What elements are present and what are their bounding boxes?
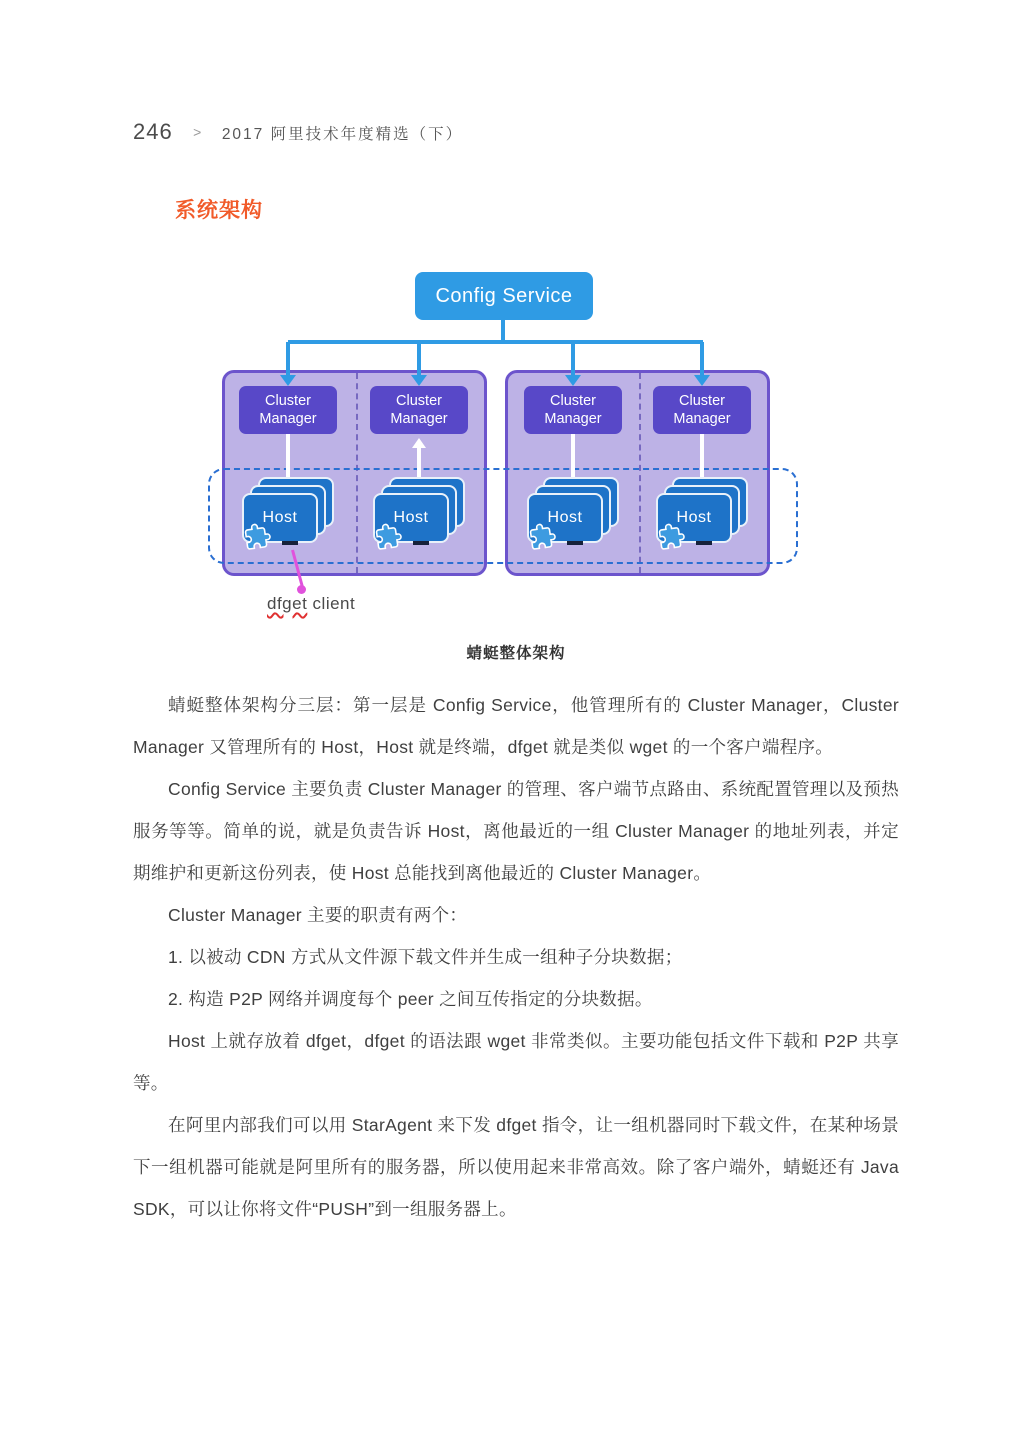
config-service-label: Config Service xyxy=(435,284,573,307)
host-stack xyxy=(527,477,619,547)
puzzle-icon xyxy=(656,521,686,551)
article-body xyxy=(133,684,899,1230)
config-service-box xyxy=(415,272,593,320)
host-stand xyxy=(696,541,712,545)
dfget-client-label xyxy=(267,594,355,614)
section-heading: 系统架构 xyxy=(175,199,263,222)
dfget-pointer-dot xyxy=(297,585,306,594)
host-stand xyxy=(413,541,429,545)
paragraph: Cluster Manager 主要的职责有两个： xyxy=(168,905,468,925)
paragraph: 2. 构造 P2P 网络并调度每个 peer 之间互传指定的分块数据。 xyxy=(168,989,653,1009)
figure-caption: 蜻蜓整体架构 xyxy=(466,645,566,662)
cluster-manager-box xyxy=(524,386,622,434)
header-separator: > xyxy=(193,124,202,140)
page-header xyxy=(133,119,463,145)
cluster-manager-label: Cluster Manager xyxy=(259,392,317,427)
architecture-diagram xyxy=(205,268,800,620)
host-stack xyxy=(242,477,334,547)
host-label: Host xyxy=(262,509,298,526)
cluster-manager-box xyxy=(239,386,337,434)
puzzle-icon xyxy=(527,521,557,551)
host-label: Host xyxy=(547,509,583,526)
dfget-word: dfget xyxy=(267,594,308,613)
paragraph: 蜻蜓整体架构分三层：第一层是 Config Service，他管理所有的 Cluster Manager，Cluster Manager 又管理所有的 Host，Host 就是终端，dfget 就是类似 wget 的一个客户端程序。 xyxy=(133,695,899,757)
cluster-manager-box xyxy=(653,386,751,434)
host-stack xyxy=(373,477,465,547)
cluster-manager-box xyxy=(370,386,468,434)
host-stack xyxy=(656,477,748,547)
connector-arrow-down-icon xyxy=(700,342,704,376)
connector-horizontal-line xyxy=(288,340,703,344)
host-label: Host xyxy=(676,509,712,526)
cm-to-host-arrow-down-icon xyxy=(700,434,704,480)
connector-arrow-down-icon xyxy=(286,342,290,376)
host-stand xyxy=(282,541,298,545)
cm-to-host-arrow-down-icon xyxy=(571,434,575,480)
paragraph: 1. 以被动 CDN 方式从文件源下载文件并生成一组种子分块数据； xyxy=(168,947,683,967)
book-title: 2017 阿里技术年度精选（下） xyxy=(221,126,464,143)
paragraph: Host 上就存放着 dfget，dfget 的语法跟 wget 非常类似。主要功能包括文件下载和 P2P 共享等。 xyxy=(133,1031,899,1093)
page-number: 246 xyxy=(133,119,173,144)
cluster-manager-label: Cluster Manager xyxy=(390,392,448,427)
cm-to-host-arrow-down-icon xyxy=(286,434,290,480)
cluster-manager-label: Cluster Manager xyxy=(544,392,602,427)
connector-arrow-down-icon xyxy=(571,342,575,376)
paragraph: 在阿里内部我们可以用 StarAgent 来下发 dfget 指令，让一组机器同时下载文件，在某种场景下一组机器可能就是阿里所有的服务器，所以使用起来非常高效。除了客户端外，蜻蜓还有 Java SDK，可以让你将文件“PUSH”到一组服务器上。 xyxy=(133,1115,899,1219)
connector-stub xyxy=(501,320,505,342)
puzzle-icon xyxy=(242,521,272,551)
client-word: client xyxy=(307,594,356,613)
cluster-manager-label: Cluster Manager xyxy=(673,392,731,427)
host-label: Host xyxy=(393,509,429,526)
host-stand xyxy=(567,541,583,545)
puzzle-icon xyxy=(373,521,403,551)
connector-arrow-down-icon xyxy=(417,342,421,376)
paragraph: Config Service 主要负责 Cluster Manager 的管理、客户端节点路由、系统配置管理以及预热服务等等。简单的说，就是负责告诉 Host，离他最近的一组 Cluster Manager 的地址列表，并定期维护和更新这份列表，使 Host 总能找到离他最近的 Cluster Manager。 xyxy=(133,779,899,883)
